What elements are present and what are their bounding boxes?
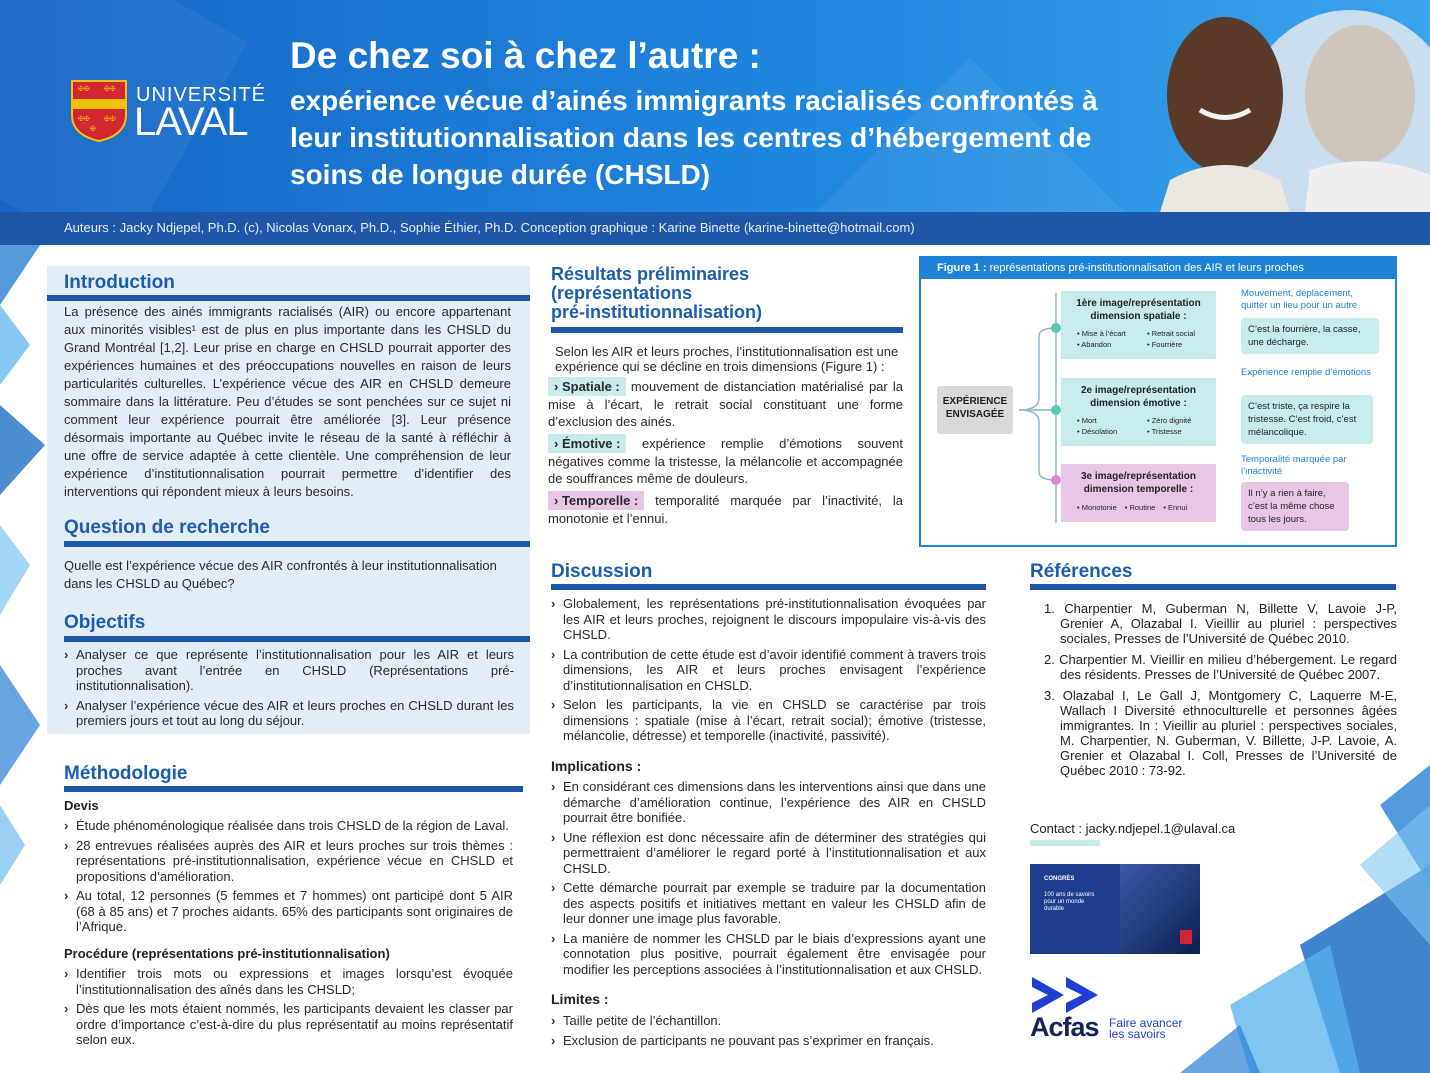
- references-heading: Références: [1030, 561, 1133, 582]
- reference-item: 1. Charpentier M, Guberman N, Billette V, Lavoie J-P, Grenier A, Olazabal I. Vieillir au pluriel : perspectives sociales, Presses de l’Université de Québec 2010.: [1044, 601, 1397, 646]
- contact-rule: [1030, 840, 1100, 846]
- figure-1: [919, 256, 1397, 547]
- resultats-item-emotive: [548, 434, 903, 487]
- tag-temporelle: › Temporelle :: [548, 491, 644, 510]
- list-item: › Au total, 12 personnes (5 femmes et 7 hommes) ont participé dont 5 AIR (68 à 85 ans) et 7 proches aidants. 65% des participants sont originaires de l’Afrique.: [64, 888, 513, 935]
- procedure-heading: Procédure (représentations pré-institutionnalisation): [64, 946, 390, 961]
- figure-box-spatiale: 1ère image/représentation dimension spatiale : • Mise à l’écart • Retrait social • Abandon • Fourrière: [1061, 291, 1216, 359]
- svg-text:✠✠: ✠✠: [78, 85, 90, 93]
- spatiale-text: mouvement de distanciation matérialisé par la mise à l’écart, le retrait social constituant une forme d’exclusion des ainés.: [548, 379, 903, 429]
- list-item: › Exclusion de participants ne pouvant pas s’exprimer en français.: [551, 1033, 986, 1049]
- methodologie-heading: Méthodologie: [64, 763, 188, 784]
- section-rule: [551, 327, 903, 333]
- poster-subtitle: expérience vécue d’ainés immigrants racialisés confrontés à leur institutionnalisation dans les centres d’hébergement de soins de longue durée (CHSLD): [290, 85, 1098, 190]
- devis-list: [64, 818, 513, 939]
- list-item: › Une réflexion est donc nécessaire afin de déterminer des stratégies qui permettraient d’améliorer le regard porté à l’institutionnalisation et aux CHSLD.: [551, 830, 986, 877]
- section-rule: [47, 295, 530, 301]
- seniors-photo: [1130, 0, 1430, 212]
- section-rule: [64, 786, 523, 792]
- contact-email: Contact : jacky.ndjepel.1@ulaval.ca: [1030, 821, 1236, 836]
- poster-title: De chez soi à chez l’autre :: [290, 35, 761, 76]
- figure-note-quote: Il n’y a rien à faire, c’est la même chose tous les jours.: [1241, 482, 1349, 531]
- figure-note-heading: Expérience remplie d’émotions: [1241, 367, 1371, 378]
- acfas-arrows-logo: [1030, 975, 1102, 1015]
- list-item: › La manière de nommer les CHSLD par le biais d’expressions ayant une connotation plus positive, pourrait également être envisagée pour modifier les perceptions associées à l’institutionnalisation et aux CHSLD.: [551, 931, 986, 978]
- procedure-list: [64, 966, 513, 1052]
- svg-text:✠: ✠: [90, 125, 96, 133]
- figure-note-heading: Mouvement, déplacement, quitter un lieu pour un autre: [1241, 288, 1358, 311]
- list-item: › Cette démarche pourrait par exemple se traduire par la documentation des aspects positifs et initiatives mettant en valeur les CHSLD afin de leur donner une image plus favorable.: [551, 880, 986, 927]
- list-item: › En considérant ces dimensions dans les interventions ainsi que dans une démarche d’amélioration continue, l’expérience des AIR en CHSLD pourrait être bonifiée.: [551, 779, 986, 826]
- introduction-section: [64, 272, 530, 294]
- list-item: › Étude phénoménologique réalisée dans trois CHSLD de la région de Laval.: [64, 818, 513, 834]
- tag-spatiale: › Spatiale :: [548, 377, 626, 396]
- list-item: › Globalement, les représentations pré-institutionnalisation évoquées par les AIR et leurs proches, rejoignent le discours impopulaire vis-à-vis des CHSLD.: [551, 596, 986, 643]
- introduction-text: La présence des ainés immigrants racialisés (AIR) ou encore appartenant aux minorités visibles¹ est de plus en plus importante dans les CHSLD du Grand Montréal [1,2]. Leur prise en charge en CHSLD pourrait apporter des expériences humaines et des préoccupations nouvelles en raison de leurs particularités culturelles. L’expérience vécue des AIR en CHSLD demeure sommaire dans la littérature. Peu d’études se sont penchées sur ce sujet ni comment leur expérience pourrait être améliorée [3]. Leur présence désormais importante au Québec invite le réseau de la santé à réfléchir à une offre de service adaptée à cette clientèle. Une compréhension de leur expérience d’institutionnalisation pourrait permettre d’identifier des interventions qui répondent mieux à leurs besoins.: [64, 304, 511, 499]
- objectifs-heading: Objectifs: [64, 612, 146, 633]
- devis-heading: Devis: [64, 798, 99, 813]
- acfas-tagline: Faire avancer les savoirs: [1109, 1016, 1183, 1041]
- discussion-list: [551, 596, 986, 748]
- section-rule: [1030, 584, 1396, 590]
- reference-item: 2. Charpentier M. Vieillir en milieu d’hébergement. Le regard des résidents. Presses de l’Université de Québec 2007.: [1044, 652, 1397, 682]
- introduction-heading: Introduction: [64, 272, 175, 293]
- tag-emotive: › Émotive :: [548, 434, 626, 453]
- list-item: › Taille petite de l’échantillon.: [551, 1013, 986, 1029]
- figure-note-heading: Temporalité marquée par l’inactivité: [1241, 454, 1347, 477]
- temporelle-text: temporalité marquée par l’inactivité, la monotonie et l’ennui.: [548, 493, 903, 526]
- list-item: › Selon les participants, la vie en CHSLD se caractérise par trois dimensions : spatiale (mise à l’écart, retrait social); émotive (tristesse, mélancolie, détresse) et temporelle (inactivité, passivité).: [551, 697, 986, 744]
- figure-box-temporelle: 3e image/représentation dimension temporelle : • Monotonie • Routine • Ennui: [1061, 464, 1216, 522]
- limites-list: [551, 1013, 986, 1052]
- reference-item: 3. Olazabal I, Le Gall J, Montgomery C, Laquerre M-E, Wallach I Diversité ethnoculturelle et personnes âgées immigrantes. In : Vieillir au pluriel : perspectives sociales, M. Charpentier, N. Guberman, V. Billette, J-P. Lavoie, A. Grenier et Olazabal I. Coll, Presses de l’Université de Québec 2010 : 73-92.: [1044, 688, 1397, 778]
- resultats-heading: Résultats préliminaires (représentations pré-institutionnalisation): [551, 264, 762, 322]
- section-rule: [64, 541, 530, 547]
- question-text: Quelle est l’expérience vécue des AIR confrontés à leur institutionnalisation dans les CHSLD au Québec?: [64, 558, 497, 591]
- section-rule: [64, 636, 530, 642]
- university-name-line1: UNIVERSITÉ: [136, 84, 267, 106]
- figure-caption: Figure 1 : représentations pré-institutionnalisation des AIR et leurs proches: [921, 258, 1395, 279]
- list-item: › Analyser ce que représente l’institutionnalisation pour les AIR et leurs proches avant l’entrée en CHSLD (Représentations pré-institutionnalisation).: [64, 647, 514, 694]
- university-name-line2: LAVAL: [134, 100, 248, 144]
- figure-center-box: EXPÉRIENCE ENVISAGÉE: [937, 386, 1013, 434]
- figure-box-emotive: 2e image/représentation dimension émotive : • Mort • Zéro dignité • Désolation • Tristesse: [1061, 378, 1216, 446]
- svg-text:✠✠: ✠✠: [104, 115, 116, 123]
- svg-text:✠✠: ✠✠: [78, 115, 90, 123]
- implications-list: [551, 779, 986, 981]
- figure-note-quote: C’est triste, ça respire la tristesse. C’est froid, c’est mélancolique.: [1241, 395, 1373, 444]
- discussion-heading: Discussion: [551, 561, 653, 582]
- resultats-intro: Selon les AIR et leurs proches, l’institutionnalisation est une expérience qui se décline en trois dimensions (Figure 1) :: [555, 344, 899, 374]
- list-item: › La contribution de cette étude est d’avoir identifié comment à travers trois dimensions, les AIR et leurs proches envisagent l’expérience d’institutionnalisation en CHSLD.: [551, 647, 986, 694]
- authors-bar: Auteurs : Jacky Ndjepel, Ph.D. (c), Nicolas Vonarx, Ph.D., Sophie Éthier, Ph.D. Conception graphique : Karine Binette (karine-binette@hotmail.com): [0, 212, 1430, 245]
- list-item: › Identifier trois mots ou expressions et images lorsqu’est évoquée l’institutionnalisation des aînés dans les CHSLD;: [64, 966, 513, 997]
- figure-note-quote: C’est la fourrière, la casse, une décharge.: [1241, 318, 1379, 354]
- emotive-text: expérience remplie d’émotions souvent négatives comme la tristesse, la mélancolie et accompagnée de souffrances même de douleurs.: [548, 436, 903, 486]
- section-rule: [551, 584, 986, 590]
- svg-text:✠✠: ✠✠: [104, 85, 116, 93]
- implications-heading: Implications :: [551, 758, 642, 774]
- list-item: › Dès que les mots étaient nommés, les participants devaient les classer par ordre d’importance c’est-à-dire du plus représentatif au moins représentatif selon eux.: [64, 1001, 513, 1048]
- resultats-item-temporelle: [548, 491, 903, 527]
- limites-heading: Limites :: [551, 991, 609, 1007]
- question-heading: Question de recherche: [64, 517, 270, 538]
- congres-banner: CONGRÈS 100 ans de savoirs pour un monde durable: [1030, 864, 1200, 954]
- list-item: › Analyser l’expérience vécue des AIR et leurs proches en CHSLD durant les premiers jours et tout au long du séjour.: [64, 698, 514, 729]
- references-list: [1030, 601, 1397, 784]
- list-item: › 28 entrevues réalisées auprès des AIR et leurs proches sur trois thèmes : représentations pré-institutionnalisation, expérience vécue en CHSLD et propositions d’amélioration.: [64, 838, 513, 885]
- objectifs-list: [64, 647, 514, 733]
- resultats-item-spatiale: [548, 377, 903, 430]
- acfas-name: Acfas: [1030, 1012, 1099, 1042]
- university-crest-logo: [70, 79, 128, 143]
